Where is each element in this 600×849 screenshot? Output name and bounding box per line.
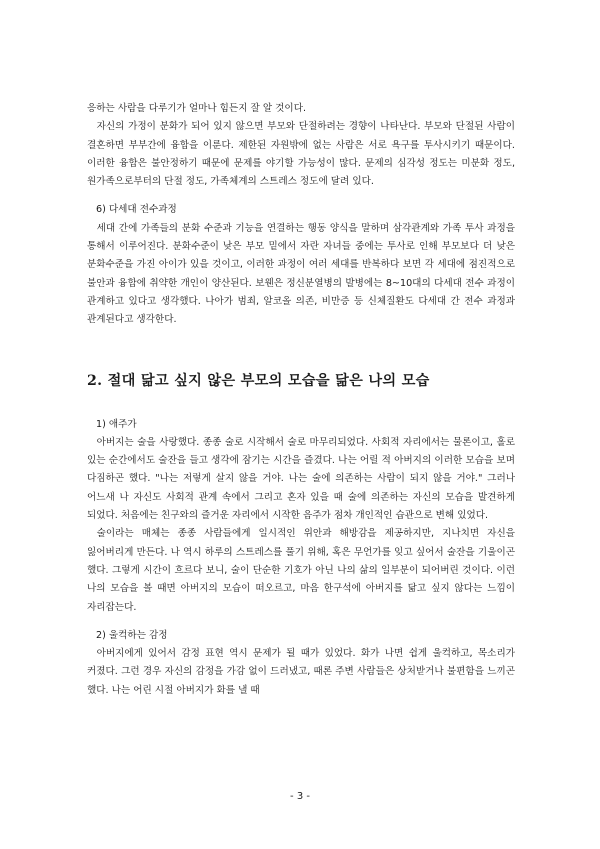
- spacer: [87, 330, 515, 370]
- subsection-heading-multigenerational: 6) 다세대 전수과정: [96, 204, 177, 216]
- intro-continuation-line: 응하는 사람을 다루기가 얼마나 힘든지 잘 알 것이다.: [87, 103, 307, 114]
- section-title: 2. 절대 닮고 싶지 않은 부모의 모습을 닮은 나의 모습: [87, 372, 430, 389]
- subsection-heading-drinker: 1) 애주가: [96, 418, 137, 430]
- drinker-paragraph-1: 아버지는 술을 사랑했다. 종종 술로 시작해서 술로 마무리되었다. 사회적 자리에서는 물론이고, 홀로 있는 순간에서도 술잔을 들고 생각에 잠기는 시간을 즐겼다. 나는 어릴 적 아버지의 이러한 모습을 보며 다짐하곤 했다. "나는 저렇게 살지 않을 거야. 나는 술에 의존하는 사람이 되지 않을 거야." 그러나 어느새 나 자신도 사회적 관계 속에서 그리고 혼자 있을 때 술에 의존하는 자신의 모습을 발견하게 되었다. 처음에는 친구와의 즐거운 자리에서 시작한 음주가 점차 개인적인 습관으로 변해 있었다.: [87, 436, 515, 522]
- spacer: [87, 191, 515, 201]
- drinker-paragraph-2: 술이라는 매체는 종종 사람들에게 일시적인 위안과 해방감을 제공하지만, 지나치면 자신을 잃어버리게 만든다. 나 역시 하루의 스트레스를 풀기 위해, 혹은 무언가를 잊고 싶어서 술잔을 기울이곤 했다. 그렇게 시간이 흐르다 보니, 술이 단순한 기호가 아닌 나의 삶의 일부분이 되어버린 것이다. 이런 나의 모습을 볼 때면 아버지의 모습이 떠오르고, 마음 한구석에 아버지를 닮고 싶지 않다는 느낌이 자리잡는다.: [87, 528, 515, 613]
- intro-paragraph: 자신의 가정이 분화가 되어 있지 않으면 부모와 단절하려는 경향이 나타난다. 부모와 단절된 사람이 결혼하면 부부간에 융합을 이룬다. 제한된 자원밖에 없는 사람은 서로 욕구를 투사시키기 때문이다. 이러한 융합은 불안정하기 때문에 문제를 야기할 가능성이 많다. 문제의 심각성 정도는 미분화 정도, 원가족으로부터의 단절 정도, 가족체계의 스트레스 정도에 달려 있다.: [87, 121, 515, 188]
- multigenerational-paragraph: 세대 간에 가족들의 분화 수준과 기능을 연결하는 행동 양식을 말하며 삼각관계와 가족 투사 과정을 통해서 이루어진다. 분화수준이 낮은 부모 밑에서 자란 자녀들 중에는 투사로 인해 부모보다 더 낮은 분화수준을 가진 아이가 있을 것이고, 이러한 과정이 여러 세대를 반복하다 보면 각 세대에 점진적으로 불안과 융합에 취약한 개인이 양산된다. 보웬은 정신분열병의 발병에는 8~10대의 다세대 전수 과정이 관계하고 있다고 생각했다. 나아가 범죄, 알코올 의존, 비만증 등 신체질환도 다세대 간 전수 과정과 관계된다고 생각한다.: [87, 222, 515, 326]
- subsection-heading-emotion: 2) 울컥하는 감정: [96, 629, 168, 641]
- emotion-paragraph-1: 아버지에게 있어서 감정 표현 역시 문제가 될 때가 있었다. 화가 나면 쉽게 울컥하고, 목소리가 커졌다. 그런 경우 자신의 감정을 가감 없이 드러냈고, 때론 주변 사람들은 상처받거나 불편함을 느끼곤 했다. 나는 어린 시절 아버지가 화를 낼 때: [87, 648, 515, 696]
- spacer: [87, 617, 515, 627]
- page-body: [87, 100, 515, 700]
- spacer: [87, 392, 515, 416]
- page-number: - 3 -: [290, 791, 310, 802]
